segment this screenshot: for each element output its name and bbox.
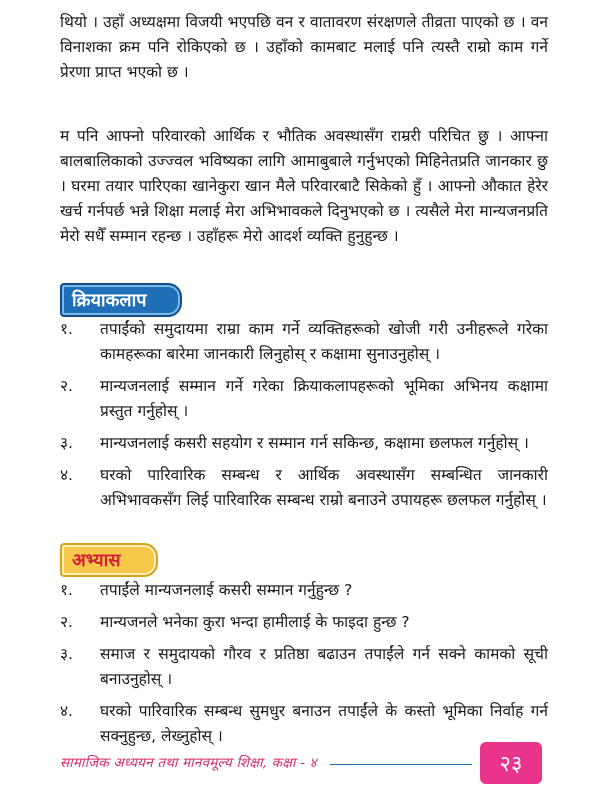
item-text: घरको पारिवारिक सम्बन्ध सुमधुर बनाउन तपाईंले के कस्तो भूमिका निर्वाह गर्न सक्नुहुन्छ, लेख्नुहोस् ।: [100, 702, 548, 745]
page-number-badge: २३: [480, 742, 542, 784]
item-text: घरको पारिवारिक सम्बन्ध र आर्थिक अवस्थासँग सम्बन्धित जानकारी अभिभावकसँग लिई पारिवारिक सम्बन्ध राम्रो बनाउने उपायहरू छलफल गर्नुहोस् ।: [100, 466, 548, 509]
item-number: २.: [60, 613, 73, 631]
body-paragraph-2: म पनि आफ्नो परिवारको आर्थिक र भौतिक अवस्थासँग राम्ररी परिचित छु । आफ्ना बालबालिकाको उज्ज्वल भविष्यका लागि आमाबुबाले गर्नुभएको मिहिनेतप्रति जानकार छु । घरमा तयार पारिएका खानेकुरा खान मैले परिवारबाटै सिकेको हुँ । आफ्नो औकात हेरेर खर्च गर्नपर्छ भन्ने शिक्षा मलाई मेरा अभिभावकले दिनुभएको छ । त्यसैले मेरा मान्यजनप्रति मेरो सधैँ सम्मान रहन्छ । उहाँहरू मेरो आदर्श व्यक्ति हुनुहुन्छ ।: [60, 127, 548, 245]
list-item: [0, 317, 600, 367]
activity-heading: क्रियाकलाप: [60, 283, 182, 317]
activity-list: [0, 317, 600, 520]
item-number: ४.: [60, 702, 73, 720]
item-number: २.: [60, 377, 73, 395]
item-number: ३.: [60, 434, 73, 452]
footer-divider: [330, 764, 472, 765]
item-text: मान्यजनलाई सम्मान गर्ने गरेका क्रियाकलापहरूको भूमिका अभिनय कक्षामा प्रस्तुत गर्नुहोस् ।: [100, 377, 548, 420]
footer-book-title: सामाजिक अध्ययन तथा मानवमूल्य शिक्षा, कक्षा - ४: [60, 755, 317, 771]
item-text: मान्यजनले भनेका कुरा भन्दा हामीलाई के फाइदा हुन्छ ?: [100, 613, 410, 631]
item-text: समाज र समुदायको गौरव र प्रतिष्ठा बढाउन तपाईंले गर्न सक्ने कामको सूची बनाउनुहोस् ।: [100, 645, 548, 688]
list-item: [0, 431, 600, 456]
list-item: [0, 642, 600, 692]
item-number: १.: [60, 581, 73, 599]
item-number: ३.: [60, 645, 73, 663]
item-text: मान्यजनलाई कसरी सहयोग र सम्मान गर्न सकिन्छ, कक्षामा छलफल गर्नुहोस् ।: [100, 434, 529, 452]
list-item: [0, 578, 600, 603]
exercise-list: [0, 578, 600, 756]
item-text: तपाईंको समुदायमा राम्रा काम गर्ने व्यक्तिहरूको खोजी गरी उनीहरूले गरेका कामहरूका बारेमा जानकारी लिनुहोस् र कक्षामा सुनाउनुहोस् ।: [100, 320, 548, 363]
item-number: ४.: [60, 466, 73, 484]
list-item: [0, 374, 600, 424]
body-paragraph-1: थियो । उहाँ अध्यक्षमा विजयी भएपछि वन र वातावरण संरक्षणले तीव्रता पाएको छ । वन विनाशका क्रम पनि रोकिएको छ । उहाँको कामबाट मलाई पनि त्यस्तै राम्रो काम गर्ने प्रेरणा प्राप्त भएको छ ।: [60, 13, 548, 81]
exercise-heading: अभ्यास: [60, 543, 158, 577]
item-text: तपाईंले मान्यजनलाई कसरी सम्मान गर्नुहुन्छ ?: [100, 581, 353, 599]
list-item: [0, 463, 600, 513]
item-number: १.: [60, 320, 73, 338]
list-item: [0, 610, 600, 635]
